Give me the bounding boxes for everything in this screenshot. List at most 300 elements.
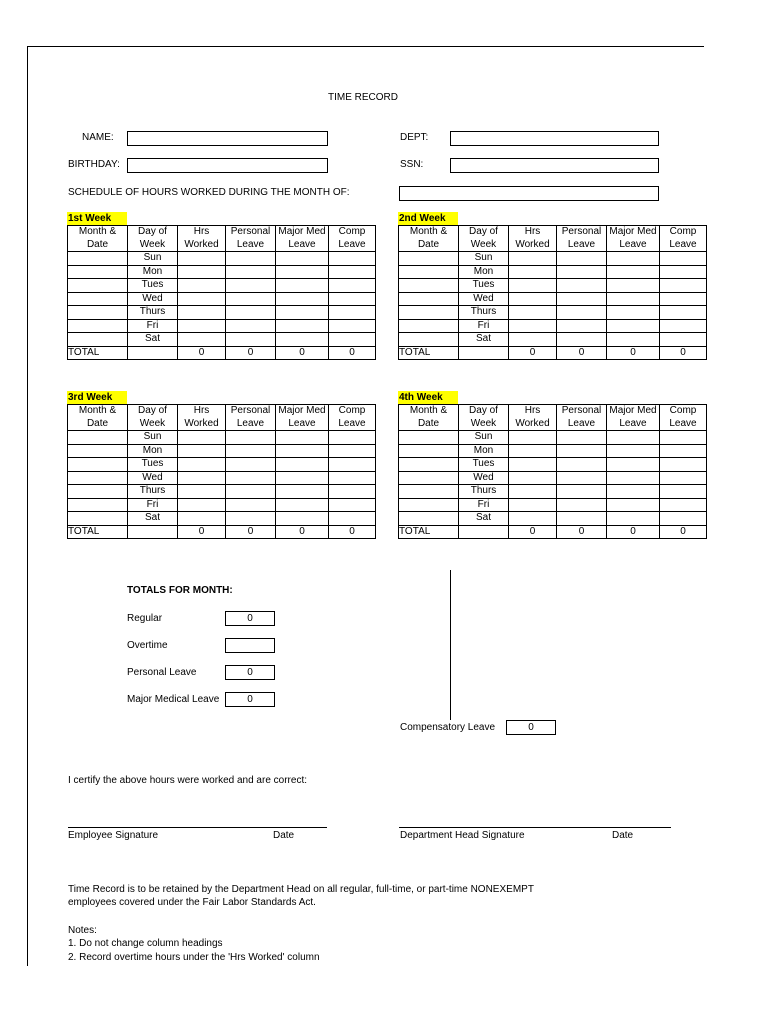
comp-leave-cell[interactable]	[660, 252, 707, 266]
personal-leave-cell[interactable]	[226, 512, 276, 526]
dept-label: DEPT:	[400, 132, 429, 143]
dept-head-signature-label: Department Head Signature	[400, 830, 525, 841]
hrs-worked-cell[interactable]	[178, 471, 226, 485]
major-med-leave-cell[interactable]	[276, 431, 329, 445]
major-med-leave-cell[interactable]	[607, 319, 660, 333]
comp-leave-cell[interactable]	[329, 444, 376, 458]
personal-leave-total: 0	[225, 665, 275, 680]
table-row	[68, 498, 376, 512]
day-cell: Sat	[128, 512, 178, 526]
comp-leave-header: Comp	[329, 226, 376, 239]
month-date-cell[interactable]	[399, 279, 459, 293]
table-row	[399, 279, 707, 293]
personal-leave-total: 0	[226, 525, 276, 539]
month-date-cell[interactable]	[399, 319, 459, 333]
table-row	[68, 333, 376, 347]
hrs-worked-cell[interactable]	[178, 333, 226, 347]
month-field[interactable]	[399, 186, 659, 201]
major-med-leave-cell[interactable]	[276, 252, 329, 266]
dept-head-signature-line[interactable]	[399, 827, 671, 828]
personal-leave-cell[interactable]	[557, 431, 607, 445]
personal-leave-cell[interactable]	[226, 333, 276, 347]
comp-leave-header: Leave	[329, 239, 376, 252]
table-row	[68, 471, 376, 485]
personal-leave-cell[interactable]	[226, 498, 276, 512]
month-date-cell[interactable]	[68, 512, 128, 526]
hrs-worked-cell[interactable]	[178, 444, 226, 458]
personal-leave-cell[interactable]	[557, 319, 607, 333]
major-med-leave-header: Major Med	[276, 405, 329, 418]
major-med-leave-cell[interactable]	[607, 444, 660, 458]
month-date-cell[interactable]	[68, 485, 128, 499]
personal-leave-cell[interactable]	[226, 319, 276, 333]
hrs-worked-cell[interactable]	[178, 498, 226, 512]
comp-leave-cell[interactable]	[660, 498, 707, 512]
personal-leave-cell[interactable]	[226, 265, 276, 279]
month-date-cell[interactable]	[68, 431, 128, 445]
day-cell: Sat	[128, 333, 178, 347]
major-med-leave-cell[interactable]	[607, 512, 660, 526]
day-of-week-header: Week	[128, 418, 178, 431]
hrs-worked-cell[interactable]	[509, 485, 557, 499]
major-med-leave-cell[interactable]	[276, 306, 329, 320]
hrs-worked-cell[interactable]	[178, 252, 226, 266]
day-cell: Fri	[459, 319, 509, 333]
comp-leave-cell[interactable]	[660, 444, 707, 458]
table-row	[68, 265, 376, 279]
major-med-leave-cell[interactable]	[607, 279, 660, 293]
hrs-worked-cell[interactable]	[178, 485, 226, 499]
comp-leave-cell[interactable]	[329, 292, 376, 306]
major-med-leave-total: 0	[276, 525, 329, 539]
page-top-border	[27, 46, 704, 47]
header-row	[68, 405, 376, 418]
month-date-cell[interactable]	[399, 485, 459, 499]
comp-leave-cell[interactable]	[660, 485, 707, 499]
month-date-header: Date	[68, 418, 128, 431]
overtime-total	[225, 638, 275, 653]
month-date-cell[interactable]	[399, 431, 459, 445]
personal-leave-cell[interactable]	[226, 458, 276, 472]
total-row	[68, 346, 376, 360]
personal-leave-cell[interactable]	[226, 431, 276, 445]
major-med-leave-cell[interactable]	[276, 292, 329, 306]
comp-leave-header: Comp	[329, 405, 376, 418]
personal-leave-header: Personal	[557, 226, 607, 239]
comp-leave-cell[interactable]	[660, 431, 707, 445]
personal-leave-cell[interactable]	[226, 471, 276, 485]
personal-leave-total: 0	[557, 346, 607, 360]
comp-leave-cell[interactable]	[660, 512, 707, 526]
day-of-week-header: Day of	[459, 405, 509, 418]
comp-leave-cell[interactable]	[329, 306, 376, 320]
ssn-field[interactable]	[450, 158, 659, 173]
personal-leave-cell[interactable]	[557, 471, 607, 485]
hrs-worked-cell[interactable]	[509, 319, 557, 333]
month-date-cell[interactable]	[399, 512, 459, 526]
personal-leave-cell[interactable]	[226, 292, 276, 306]
day-cell: Thurs	[459, 306, 509, 320]
comp-leave-header: Comp	[660, 226, 707, 239]
comp-leave-total: 0	[506, 720, 556, 735]
table-row	[68, 279, 376, 293]
regular-total: 0	[225, 611, 275, 626]
day-cell: Thurs	[128, 485, 178, 499]
hrs-worked-cell[interactable]	[178, 512, 226, 526]
month-date-cell[interactable]	[68, 292, 128, 306]
major-med-leave-total: 0	[276, 346, 329, 360]
major-med-leave-cell[interactable]	[607, 252, 660, 266]
week-table	[67, 404, 376, 539]
hrs-worked-header: Worked	[509, 239, 557, 252]
week-title: 3rd Week	[67, 391, 127, 404]
week-title: 4th Week	[398, 391, 458, 404]
month-date-cell[interactable]	[399, 458, 459, 472]
table-row	[68, 444, 376, 458]
hrs-worked-cell[interactable]	[509, 458, 557, 472]
table-row	[399, 292, 707, 306]
certify-text: I certify the above hours were worked and are correct:	[68, 775, 308, 786]
major-med-leave-cell[interactable]	[276, 512, 329, 526]
day-cell: Fri	[128, 319, 178, 333]
month-date-cell[interactable]	[68, 458, 128, 472]
hrs-worked-cell[interactable]	[509, 265, 557, 279]
comp-leave-cell[interactable]	[329, 319, 376, 333]
day-of-week-header: Week	[459, 418, 509, 431]
table-row	[399, 252, 707, 266]
hrs-worked-cell[interactable]	[178, 319, 226, 333]
comp-leave-cell[interactable]	[660, 306, 707, 320]
major-med-leave-cell[interactable]	[276, 333, 329, 347]
hrs-worked-header: Hrs	[509, 405, 557, 418]
personal-leave-header: Leave	[557, 239, 607, 252]
comp-leave-total: 0	[329, 346, 376, 360]
table-row	[68, 319, 376, 333]
day-cell: Wed	[128, 471, 178, 485]
major-med-leave-cell[interactable]	[607, 458, 660, 472]
totals-heading: TOTALS FOR MONTH:	[127, 585, 233, 596]
major-med-leave-cell[interactable]	[607, 485, 660, 499]
hrs-worked-total: 0	[509, 525, 557, 539]
table-row	[68, 292, 376, 306]
month-date-cell[interactable]	[68, 306, 128, 320]
week-table	[67, 225, 376, 360]
hrs-worked-cell[interactable]	[178, 292, 226, 306]
ssn-label: SSN:	[400, 159, 424, 170]
day-cell: Sun	[128, 252, 178, 266]
personal-leave-cell[interactable]	[226, 444, 276, 458]
personal-leave-cell[interactable]	[557, 512, 607, 526]
total-label: TOTAL	[399, 525, 459, 539]
month-date-cell[interactable]	[399, 252, 459, 266]
day-cell: Wed	[459, 471, 509, 485]
hrs-worked-header: Hrs	[178, 405, 226, 418]
major-med-leave-header: Leave	[276, 239, 329, 252]
total-row	[68, 525, 376, 539]
month-date-header: Date	[68, 239, 128, 252]
day-cell: Thurs	[459, 485, 509, 499]
hrs-worked-cell[interactable]	[178, 458, 226, 472]
hrs-worked-header: Worked	[178, 418, 226, 431]
comp-leave-label: Compensatory Leave	[400, 722, 496, 733]
hrs-worked-cell[interactable]	[509, 279, 557, 293]
comp-leave-header: Leave	[329, 418, 376, 431]
major-med-leave-cell[interactable]	[276, 279, 329, 293]
personal-leave-cell[interactable]	[226, 252, 276, 266]
month-date-cell[interactable]	[68, 265, 128, 279]
month-date-cell[interactable]	[399, 498, 459, 512]
major-med-leave-cell[interactable]	[607, 498, 660, 512]
hrs-worked-cell[interactable]	[178, 431, 226, 445]
month-date-cell[interactable]	[399, 292, 459, 306]
comp-leave-cell[interactable]	[329, 333, 376, 347]
personal-leave-cell[interactable]	[226, 279, 276, 293]
retention-line-1: Time Record is to be retained by the Department Head on all regular, full-time, or part-time NONEXEMPT	[68, 884, 534, 895]
comp-leave-cell[interactable]	[329, 485, 376, 499]
comp-leave-cell[interactable]	[660, 292, 707, 306]
comp-leave-cell[interactable]	[660, 319, 707, 333]
comp-leave-cell[interactable]	[329, 431, 376, 445]
day-cell: Tues	[459, 279, 509, 293]
hrs-worked-cell[interactable]	[509, 306, 557, 320]
dept-head-date-label: Date	[612, 830, 634, 841]
major-med-leave-header: Major Med	[607, 226, 660, 239]
day-cell: Mon	[459, 265, 509, 279]
major-med-leave-cell[interactable]	[276, 471, 329, 485]
major-med-leave-cell[interactable]	[607, 265, 660, 279]
regular-label: Regular	[127, 613, 163, 624]
personal-leave-cell[interactable]	[557, 458, 607, 472]
day-of-week-header: Day of	[128, 405, 178, 418]
hrs-worked-cell[interactable]	[509, 252, 557, 266]
comp-leave-cell[interactable]	[329, 471, 376, 485]
major-med-leave-cell[interactable]	[276, 265, 329, 279]
table-row	[399, 498, 707, 512]
comp-leave-cell[interactable]	[660, 458, 707, 472]
hrs-worked-total: 0	[178, 346, 226, 360]
month-date-cell[interactable]	[399, 444, 459, 458]
personal-leave-cell[interactable]	[557, 292, 607, 306]
table-row	[399, 485, 707, 499]
day-cell: Wed	[459, 292, 509, 306]
personal-leave-cell[interactable]	[557, 252, 607, 266]
month-date-cell[interactable]	[68, 498, 128, 512]
comp-leave-cell[interactable]	[329, 512, 376, 526]
hrs-worked-total: 0	[178, 525, 226, 539]
comp-leave-total: 0	[660, 346, 707, 360]
hrs-worked-header: Hrs	[509, 226, 557, 239]
week-table	[398, 404, 707, 539]
comp-leave-cell[interactable]	[329, 279, 376, 293]
table-row	[68, 431, 376, 445]
comp-leave-total: 0	[660, 525, 707, 539]
comp-leave-cell[interactable]	[329, 252, 376, 266]
table-row	[399, 444, 707, 458]
personal-leave-cell[interactable]	[557, 306, 607, 320]
comp-leave-cell[interactable]	[660, 471, 707, 485]
major-med-leave-cell[interactable]	[607, 471, 660, 485]
day-cell: Tues	[459, 458, 509, 472]
day-cell: Mon	[128, 265, 178, 279]
hrs-worked-cell[interactable]	[509, 471, 557, 485]
table-row	[68, 306, 376, 320]
personal-leave-header: Leave	[557, 418, 607, 431]
page-left-border	[27, 46, 28, 966]
day-cell: Tues	[128, 279, 178, 293]
birthday-field[interactable]	[127, 158, 328, 173]
day-cell: Wed	[128, 292, 178, 306]
personal-leave-cell[interactable]	[557, 498, 607, 512]
name-label: NAME:	[82, 132, 114, 143]
major-med-leave-cell[interactable]	[276, 498, 329, 512]
note-1: 1. Do not change column headings	[68, 938, 223, 949]
hrs-worked-cell[interactable]	[509, 444, 557, 458]
header-row	[399, 226, 707, 239]
hrs-worked-cell[interactable]	[509, 292, 557, 306]
total-label: TOTAL	[399, 346, 459, 360]
table-row	[399, 512, 707, 526]
day-of-week-header: Week	[128, 239, 178, 252]
month-date-cell[interactable]	[399, 265, 459, 279]
personal-leave-header: Leave	[226, 418, 276, 431]
table-row	[68, 485, 376, 499]
personal-leave-cell[interactable]	[557, 485, 607, 499]
table-row	[399, 458, 707, 472]
month-date-header: Date	[399, 239, 459, 252]
major-med-leave-header: Leave	[276, 418, 329, 431]
personal-leave-total: 0	[557, 525, 607, 539]
month-date-cell[interactable]	[68, 333, 128, 347]
hrs-worked-cell[interactable]	[178, 306, 226, 320]
birthday-label: BIRTHDAY:	[68, 159, 120, 170]
comp-leave-total: 0	[329, 525, 376, 539]
day-cell: Sun	[128, 431, 178, 445]
comp-leave-header: Comp	[660, 405, 707, 418]
employee-date-label: Date	[273, 830, 295, 841]
major-med-leave-cell[interactable]	[607, 431, 660, 445]
major-med-leave-cell[interactable]	[276, 485, 329, 499]
major-med-leave-cell[interactable]	[276, 444, 329, 458]
day-cell: Fri	[128, 498, 178, 512]
day-cell: Sat	[459, 512, 509, 526]
total-blank-cell	[459, 346, 509, 360]
table-row	[399, 319, 707, 333]
table-row	[399, 265, 707, 279]
major-med-leave-cell[interactable]	[607, 333, 660, 347]
day-of-week-header: Week	[459, 239, 509, 252]
personal-leave-header: Personal	[226, 405, 276, 418]
comp-leave-header: Leave	[660, 239, 707, 252]
hrs-worked-cell[interactable]	[178, 265, 226, 279]
major-med-leave-header: Major Med	[276, 226, 329, 239]
total-blank-cell	[128, 525, 178, 539]
total-row	[399, 346, 707, 360]
month-date-cell[interactable]	[399, 306, 459, 320]
personal-leave-cell[interactable]	[226, 306, 276, 320]
hrs-worked-header: Worked	[178, 239, 226, 252]
table-row	[399, 431, 707, 445]
table-row	[399, 306, 707, 320]
hrs-worked-cell[interactable]	[509, 498, 557, 512]
comp-leave-cell[interactable]	[660, 265, 707, 279]
week-title: 1st Week	[67, 212, 127, 225]
hrs-worked-cell[interactable]	[509, 431, 557, 445]
personal-leave-label: Personal Leave	[127, 667, 197, 678]
dept-field[interactable]	[450, 131, 659, 146]
personal-leave-cell[interactable]	[557, 279, 607, 293]
major-med-leave-header: Major Med	[607, 405, 660, 418]
personal-leave-cell[interactable]	[557, 444, 607, 458]
comp-leave-cell[interactable]	[329, 458, 376, 472]
table-row	[68, 252, 376, 266]
header-row	[68, 239, 376, 252]
major-med-leave-cell[interactable]	[607, 292, 660, 306]
day-cell: Sun	[459, 252, 509, 266]
month-date-header: Month &	[399, 226, 459, 239]
comp-leave-cell[interactable]	[329, 265, 376, 279]
employee-signature-line[interactable]	[68, 827, 327, 828]
hrs-worked-cell[interactable]	[178, 279, 226, 293]
month-date-cell[interactable]	[68, 319, 128, 333]
month-date-cell[interactable]	[68, 252, 128, 266]
page-title: TIME RECORD	[328, 92, 398, 103]
major-med-leave-total: 0	[607, 525, 660, 539]
day-cell: Thurs	[128, 306, 178, 320]
week-title: 2nd Week	[398, 212, 458, 225]
name-field[interactable]	[127, 131, 328, 146]
major-med-leave-cell[interactable]	[607, 306, 660, 320]
month-date-cell[interactable]	[399, 471, 459, 485]
total-label: TOTAL	[68, 346, 128, 360]
retention-line-2: employees covered under the Fair Labor Standards Act.	[68, 897, 316, 908]
hrs-worked-header: Hrs	[178, 226, 226, 239]
month-date-cell[interactable]	[68, 279, 128, 293]
totals-divider	[450, 570, 451, 720]
header-row	[399, 405, 707, 418]
hrs-worked-cell[interactable]	[509, 333, 557, 347]
employee-signature-label: Employee Signature	[68, 830, 159, 841]
week-table	[398, 225, 707, 360]
header-row	[399, 418, 707, 431]
month-date-cell[interactable]	[68, 444, 128, 458]
header-row	[68, 418, 376, 431]
day-cell: Fri	[459, 498, 509, 512]
month-date-cell[interactable]	[399, 333, 459, 347]
personal-leave-cell[interactable]	[557, 333, 607, 347]
major-med-leave-header: Leave	[607, 418, 660, 431]
comp-leave-cell[interactable]	[660, 333, 707, 347]
personal-leave-cell[interactable]	[557, 265, 607, 279]
personal-leave-total: 0	[226, 346, 276, 360]
comp-leave-cell[interactable]	[329, 498, 376, 512]
total-blank-cell	[128, 346, 178, 360]
day-cell: Sun	[459, 431, 509, 445]
major-med-leave-cell[interactable]	[276, 319, 329, 333]
major-med-leave-cell[interactable]	[276, 458, 329, 472]
major-medical-label: Major Medical Leave	[127, 694, 220, 705]
hrs-worked-cell[interactable]	[509, 512, 557, 526]
day-of-week-header: Day of	[459, 226, 509, 239]
comp-leave-header: Leave	[660, 418, 707, 431]
total-row	[399, 525, 707, 539]
comp-leave-cell[interactable]	[660, 279, 707, 293]
month-date-cell[interactable]	[68, 471, 128, 485]
month-date-header: Month &	[399, 405, 459, 418]
month-date-header: Month &	[68, 226, 128, 239]
header-row	[68, 226, 376, 239]
day-cell: Tues	[128, 458, 178, 472]
personal-leave-cell[interactable]	[226, 485, 276, 499]
